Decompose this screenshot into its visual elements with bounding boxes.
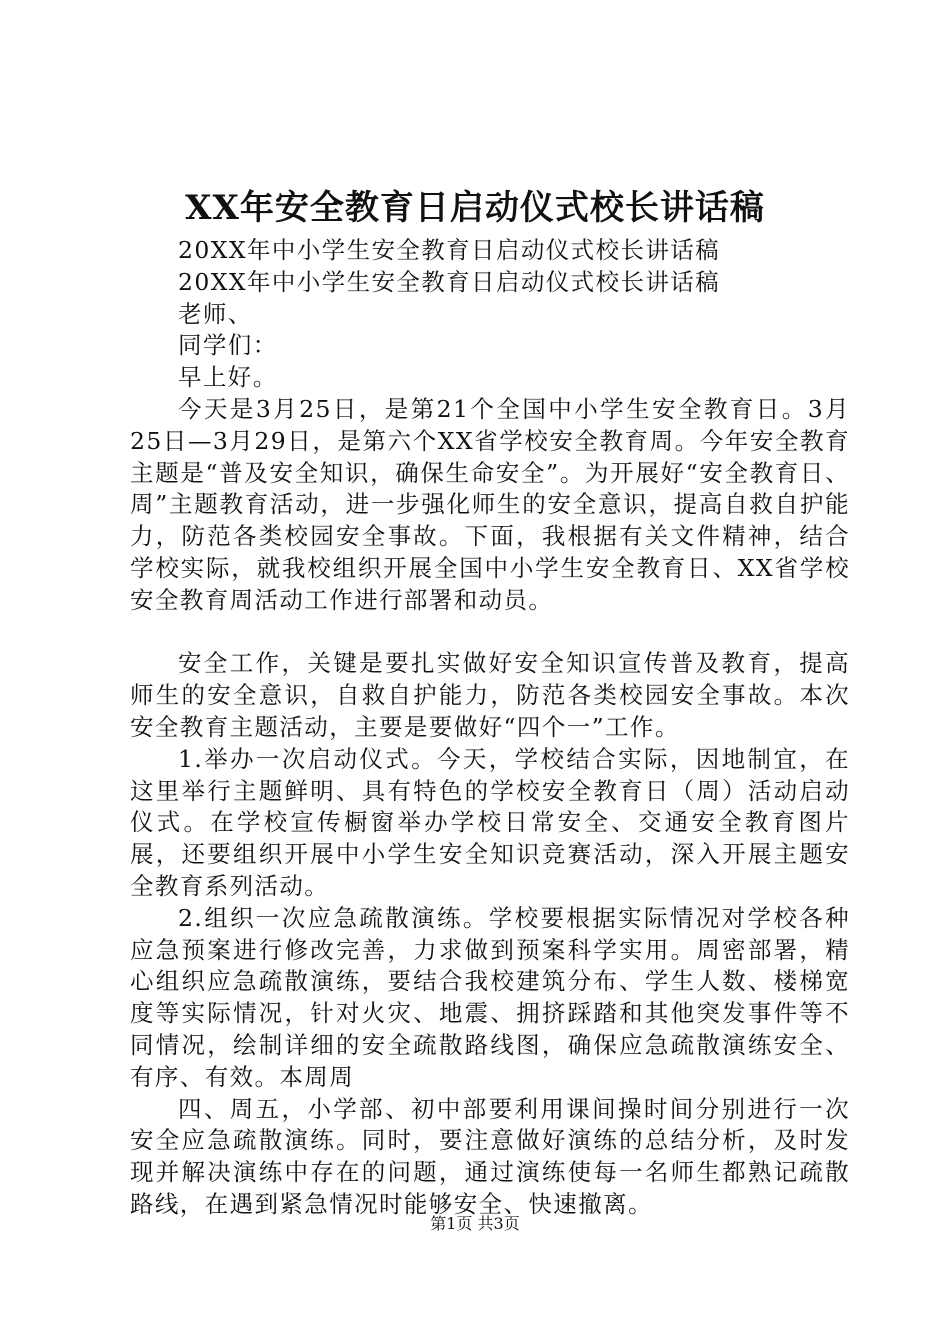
document-body xyxy=(130,235,850,1221)
body-paragraph: 1.举办一次启动仪式。今天，学校结合实际，因地制宜，在这里举行主题鲜明、具有特色的学校安全教育日（周）活动启动仪式。在学校宣传橱窗举办学校日常安全、交通安全教育图片展，还要组织开展中小学生安全知识竞赛活动，深入开展主题安全教育系列活动。 xyxy=(130,744,850,900)
page-footer: 第1页 共3页 xyxy=(430,1214,520,1233)
body-paragraph: 2.组织一次应急疏散演练。学校要根据实际情况对学校各种应急预案进行修改完善，力求做到预案科学实用。周密部署，精心组织应急疏散演练，要结合我校建筑分布、学生人数、楼梯宽度等实际情况，针对火灾、地震、拥挤踩踏和其他突发事件等不同情况，绘制详细的安全疏散路线图，确保应急疏散演练安全、有序、有效。本周周 xyxy=(130,903,850,1091)
salutation-students: 同学们： xyxy=(178,331,278,360)
paragraph-spacer xyxy=(130,617,850,649)
salutation-teachers: 老师、 xyxy=(178,299,253,328)
subtitle-line: 20XX年中小学生安全教育日启动仪式校长讲话稿 xyxy=(178,267,721,296)
document-title: XX年安全教育日启动仪式校长讲话稿 xyxy=(185,188,765,228)
body-paragraph: 今天是3月25日，是第21个全国中小学生安全教育日。3月25日—3月29日，是第六个XX省学校安全教育周。今年安全教育主题是“普及安全知识，确保生命安全”。为开展好“安全教育日、周”主题教育活动，进一步强化师生的安全意识，提高自救自护能力，防范各类校园安全事故。下面，我根据有关文件精神，结合学校实际，就我校组织开展全国中小学生安全教育日、XX省学校安全教育周活动工作进行部署和动员。 xyxy=(130,394,850,614)
greeting: 早上好。 xyxy=(178,363,278,392)
body-paragraph: 安全工作，关键是要扎实做好安全知识宣传普及教育，提高师生的安全意识，自救自护能力，防范各类校园安全事故。本次安全教育主题活动，主要是要做好“四个一”工作。 xyxy=(130,649,850,741)
subtitle-line: 20XX年中小学生安全教育日启动仪式校长讲话稿 xyxy=(178,236,721,264)
body-paragraph: 四、周五，小学部、初中部要利用课间操时间分别进行一次安全应急疏散演练。同时，要注意做好演练的总结分析，及时发现并解决演练中存在的问题，通过演练使每一名师生都熟记疏散路线，在遇到紧急情况时能够安全、快速撤离。 xyxy=(130,1094,850,1218)
